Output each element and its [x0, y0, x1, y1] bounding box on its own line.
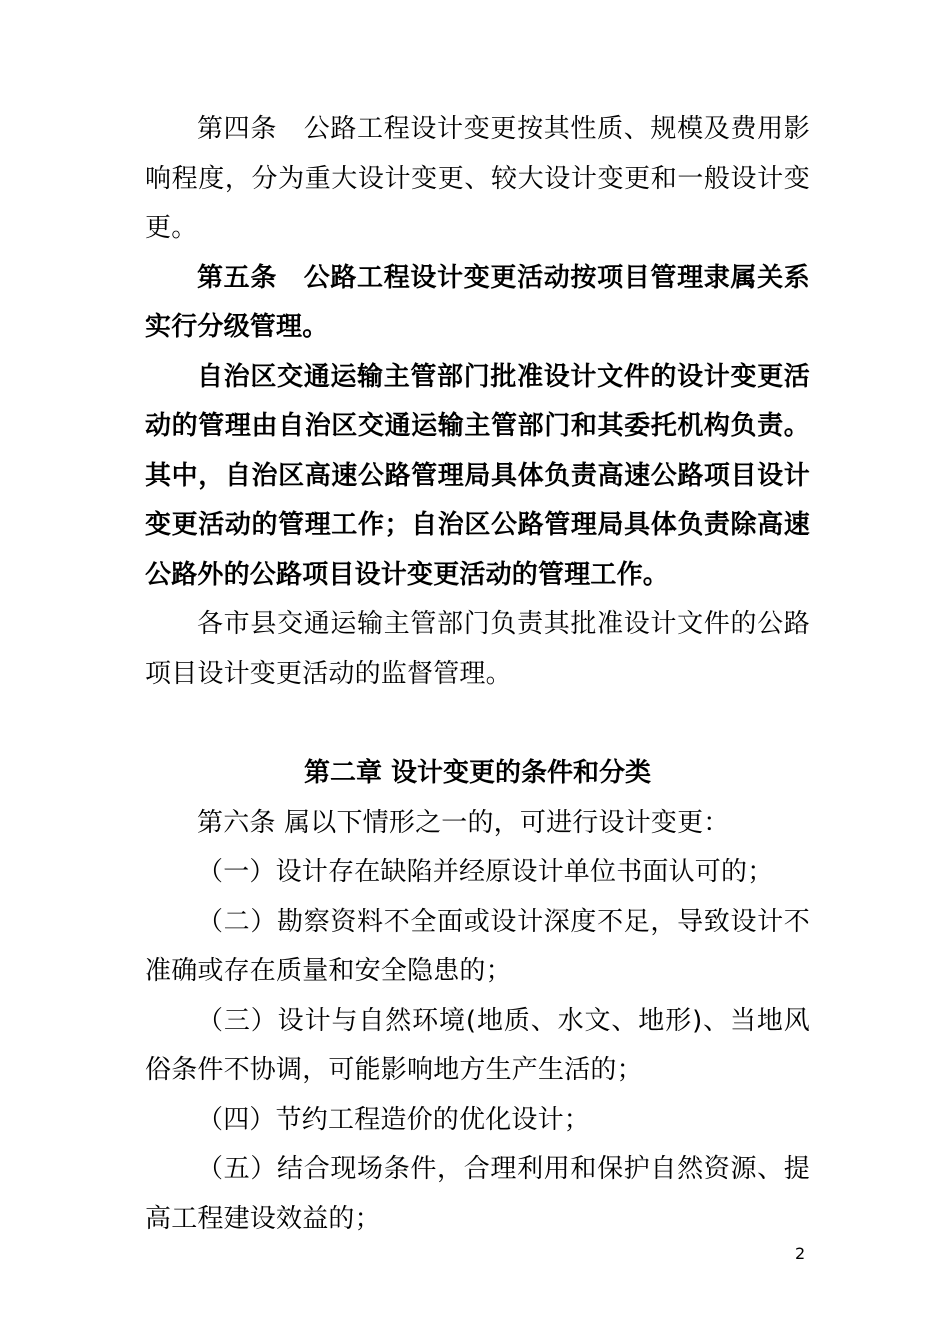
- article-5-paragraph: 第五条 公路工程设计变更活动按项目管理隶属关系实行分级管理。: [145, 262, 810, 342]
- condition-item-5: （五）结合现场条件，合理利用和保护自然资源、提高工程建设效益的；: [145, 1154, 810, 1234]
- article-4-paragraph: 第四条 公路工程设计变更按其性质、规模及费用影响程度，分为重大设计变更、较大设计变更和一般设计变更。: [145, 114, 810, 243]
- condition-item-4: （四）节约工程造价的优化设计；: [197, 1104, 591, 1135]
- condition-item-1: （一）设计存在缺陷并经原设计单位书面认可的；: [197, 857, 774, 887]
- article-5-detail-paragraph: 自治区交通运输主管部门批准设计文件的设计变更活动的管理由自治区交通运输主管部门和其委托机构负责。其中，自治区高速公路管理局具体负责高速公路项目设计变更活动的管理工作；自治区公路管理局具体负责除高速公路外的公路项目设计变更活动的管理工作。: [145, 361, 810, 590]
- document-body: [145, 105, 810, 1244]
- page-number: 2: [795, 1244, 806, 1263]
- article-5-county-paragraph: 各市县交通运输主管部门负责其批准设计文件的公路项目设计变更活动的监督管理。: [145, 609, 810, 689]
- condition-item-2: （二）勘察资料不全面或设计深度不足，导致设计不准确或存在质量和安全隐患的；: [145, 906, 810, 986]
- article-6-paragraph: 第六条 属以下情形之一的，可进行设计变更：: [197, 807, 730, 838]
- condition-item-3: （三）设计与自然环境(地质、水文、地形)、当地风俗条件不协调，可能影响地方生产生活的；: [145, 1005, 810, 1085]
- chapter-title: 第二章 设计变更的条件和分类: [303, 758, 652, 788]
